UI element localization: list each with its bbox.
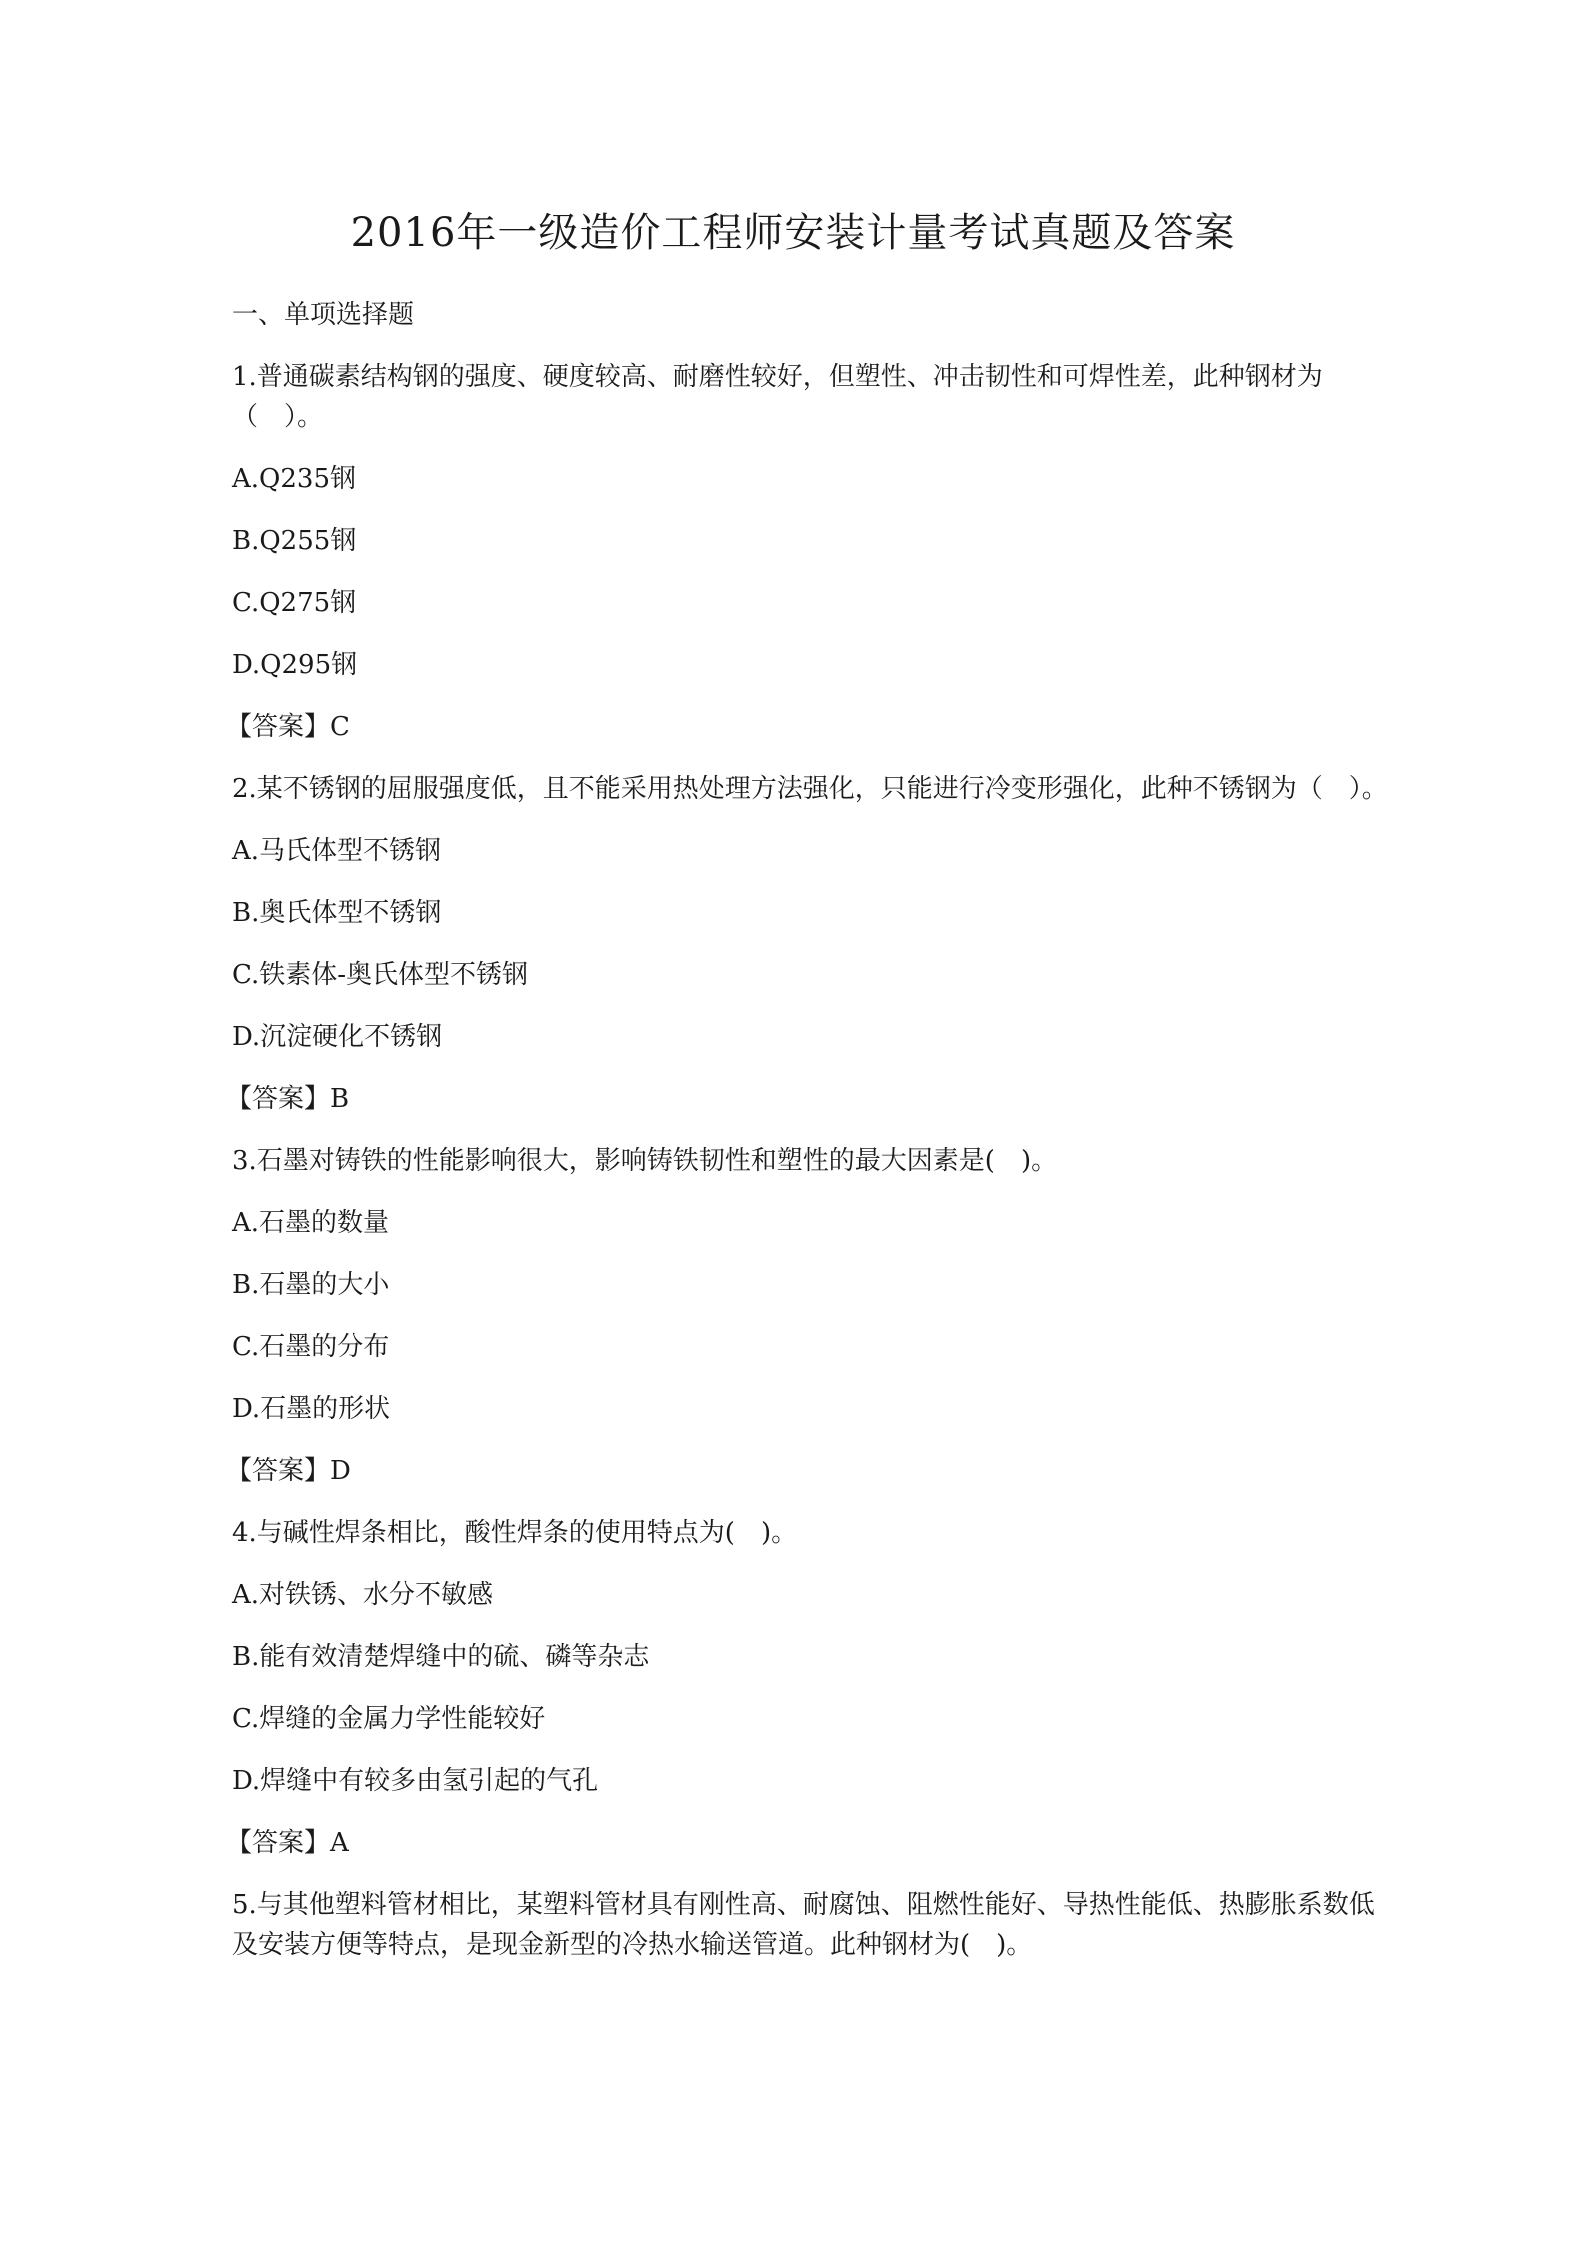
answer: 【答案】A [226, 1828, 349, 1858]
option: C.Q275钢 [232, 588, 357, 618]
option: D.焊缝中有较多由氢引起的气孔 [232, 1766, 599, 1796]
question-stem: 3.石墨对铸铁的性能影响很大，影响铸铁韧性和塑性的最大因素是( )。 [232, 1146, 1058, 1176]
question-stem: 2.某不锈钢的屈服强度低，且不能采用热处理方法强化，只能进行冷变形强化，此种不锈钢为（ ）。 [232, 774, 1388, 804]
option: A.Q235钢 [232, 464, 356, 494]
section-heading: 一、单项选择题 [232, 300, 415, 330]
option: A.对铁锈、水分不敏感 [232, 1580, 494, 1610]
option: A.马氏体型不锈钢 [232, 836, 442, 866]
answer: 【答案】D [226, 1456, 351, 1486]
document-title: 2016年一级造价工程师安装计量考试真题及答案 [350, 210, 1236, 256]
option: B.Q255钢 [232, 526, 357, 556]
option: B.奥氏体型不锈钢 [232, 898, 442, 928]
option: B.石墨的大小 [232, 1270, 390, 1300]
option: D.Q295钢 [232, 650, 358, 680]
option: A.石墨的数量 [232, 1208, 390, 1238]
document-body [226, 295, 1392, 1987]
option: C.铁素体-奥氏体型不锈钢 [232, 960, 529, 990]
question-stem: 5.与其他塑料管材相比，某塑料管材具有刚性高、耐腐蚀、阻燃性能好、导热性能低、热膨胀系数低及安装方便等特点，是现金新型的冷热水输送管道。此种钢材为( )。 [232, 1890, 1375, 1960]
option: B.能有效清楚焊缝中的硫、磷等杂志 [232, 1642, 650, 1672]
option: D.石墨的形状 [232, 1394, 391, 1424]
answer: 【答案】C [226, 712, 350, 742]
question-stem: 1.普通碳素结构钢的强度、硬度较高、耐磨性较好，但塑性、冲击韧性和可焊性差，此种钢材为（ ）。 [232, 362, 1323, 432]
answer: 【答案】B [226, 1084, 350, 1114]
question-stem: 4.与碱性焊条相比，酸性焊条的使用特点为( )。 [232, 1518, 798, 1548]
option: D.沉淀硬化不锈钢 [232, 1022, 443, 1052]
option: C.焊缝的金属力学性能较好 [232, 1704, 546, 1734]
option: C.石墨的分布 [232, 1332, 390, 1362]
